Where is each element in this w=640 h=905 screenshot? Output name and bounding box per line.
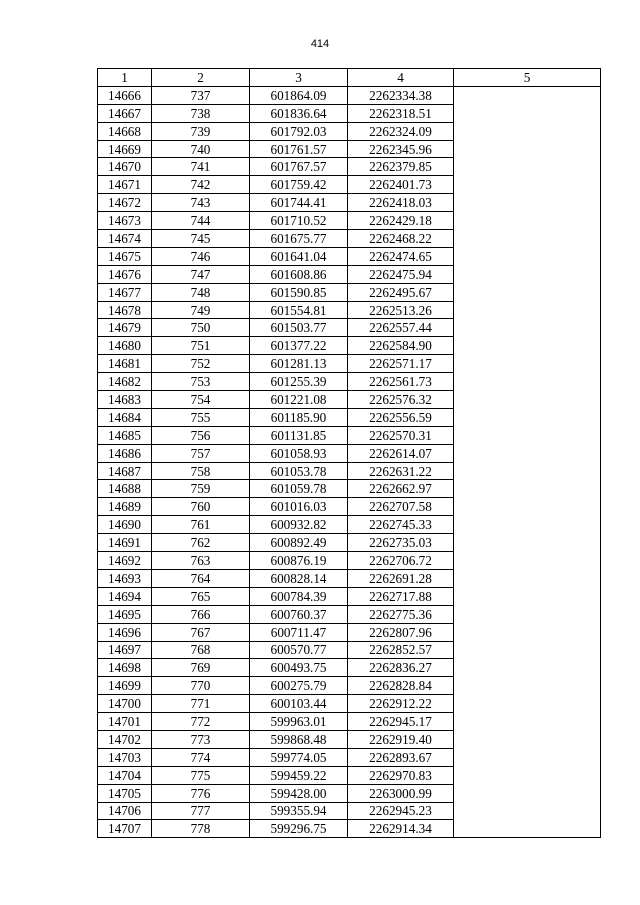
table-cell-col-3: 600892.49 bbox=[250, 534, 348, 552]
table-cell-col-2: 764 bbox=[152, 569, 250, 587]
column-header-4: 4 bbox=[348, 69, 454, 87]
table-cell-col-1: 14688 bbox=[98, 480, 152, 498]
table-cell-col-4: 2262318.51 bbox=[348, 104, 454, 122]
page-number: 414 bbox=[310, 38, 330, 50]
table-cell-col-4: 2262945.23 bbox=[348, 802, 454, 820]
table-cell-col-1: 14692 bbox=[98, 552, 152, 570]
table-cell-col-3: 601590.85 bbox=[250, 283, 348, 301]
table-cell-col-4: 2262418.03 bbox=[348, 194, 454, 212]
table-cell-col-2: 747 bbox=[152, 265, 250, 283]
table-cell-col-3: 601503.77 bbox=[250, 319, 348, 337]
table-cell-col-3: 599355.94 bbox=[250, 802, 348, 820]
table-cell-col-2: 773 bbox=[152, 730, 250, 748]
table-cell-col-4: 2262828.84 bbox=[348, 677, 454, 695]
table-cell-col-3: 600784.39 bbox=[250, 587, 348, 605]
table-cell-col-1: 14693 bbox=[98, 569, 152, 587]
table-cell-col-2: 741 bbox=[152, 158, 250, 176]
table-cell-col-4: 2262614.07 bbox=[348, 444, 454, 462]
table-cell-col-2: 770 bbox=[152, 677, 250, 695]
table-cell-col-4: 2262429.18 bbox=[348, 212, 454, 230]
table-cell-col-4: 2262914.34 bbox=[348, 820, 454, 838]
table-cell-col-3: 600275.79 bbox=[250, 677, 348, 695]
table-cell-col-3: 600876.19 bbox=[250, 552, 348, 570]
table-cell-col-4: 2262807.96 bbox=[348, 623, 454, 641]
table-cell-col-4: 2262706.72 bbox=[348, 552, 454, 570]
table-cell-col-3: 601744.41 bbox=[250, 194, 348, 212]
table-cell-col-2: 746 bbox=[152, 247, 250, 265]
table-cell-col-1: 14695 bbox=[98, 605, 152, 623]
table-cell-col-4: 2262561.73 bbox=[348, 373, 454, 391]
table-cell-col-4: 2262735.03 bbox=[348, 534, 454, 552]
table-cell-col-2: 740 bbox=[152, 140, 250, 158]
table-cell-col-3: 601554.81 bbox=[250, 301, 348, 319]
table-header-row bbox=[98, 69, 601, 87]
table-cell-col-1: 14706 bbox=[98, 802, 152, 820]
table-cell-col-4: 2263000.99 bbox=[348, 784, 454, 802]
table-cell-col-3: 601759.42 bbox=[250, 176, 348, 194]
column-header-2: 2 bbox=[152, 69, 250, 87]
table-cell-col-4: 2262401.73 bbox=[348, 176, 454, 194]
table-cell-col-3: 601675.77 bbox=[250, 230, 348, 248]
table-cell-col-2: 777 bbox=[152, 802, 250, 820]
table-cell-col-2: 768 bbox=[152, 641, 250, 659]
table-cell-col-2: 759 bbox=[152, 480, 250, 498]
table-cell-col-3: 601761.57 bbox=[250, 140, 348, 158]
table-cell-col-4: 2262495.67 bbox=[348, 283, 454, 301]
column-header-1: 1 bbox=[98, 69, 152, 87]
table-cell-col-4: 2262570.31 bbox=[348, 426, 454, 444]
table-cell-col-3: 600711.47 bbox=[250, 623, 348, 641]
table-cell-col-3: 601792.03 bbox=[250, 122, 348, 140]
column-header-3: 3 bbox=[250, 69, 348, 87]
table-cell-col-2: 766 bbox=[152, 605, 250, 623]
table-cell-col-1: 14696 bbox=[98, 623, 152, 641]
table-cell-col-3: 599428.00 bbox=[250, 784, 348, 802]
table-cell-col-2: 763 bbox=[152, 552, 250, 570]
table-cell-col-3: 601377.22 bbox=[250, 337, 348, 355]
table-cell-col-1: 14669 bbox=[98, 140, 152, 158]
table-cell-col-2: 775 bbox=[152, 766, 250, 784]
table-cell-col-2: 745 bbox=[152, 230, 250, 248]
table-cell-col-4: 2262852.57 bbox=[348, 641, 454, 659]
table-cell-col-1: 14686 bbox=[98, 444, 152, 462]
table-cell-col-1: 14672 bbox=[98, 194, 152, 212]
table-cell-col-1: 14691 bbox=[98, 534, 152, 552]
table-cell-col-3: 601016.03 bbox=[250, 498, 348, 516]
table-cell-col-3: 601641.04 bbox=[250, 247, 348, 265]
table-cell-col-3: 600103.44 bbox=[250, 695, 348, 713]
table-cell-col-2: 757 bbox=[152, 444, 250, 462]
table-cell-col-4: 2262970.83 bbox=[348, 766, 454, 784]
table-cell-col-4: 2262745.33 bbox=[348, 516, 454, 534]
table-cell-col-1: 14697 bbox=[98, 641, 152, 659]
table-cell-col-3: 599774.05 bbox=[250, 748, 348, 766]
table-cell-col-2: 751 bbox=[152, 337, 250, 355]
table-cell-col-1: 14676 bbox=[98, 265, 152, 283]
table-cell-col-1: 14673 bbox=[98, 212, 152, 230]
table-cell-col-2: 769 bbox=[152, 659, 250, 677]
table-cell-col-1: 14694 bbox=[98, 587, 152, 605]
table-cell-col-2: 749 bbox=[152, 301, 250, 319]
table-cell-col-2: 758 bbox=[152, 462, 250, 480]
table-cell-col-1: 14702 bbox=[98, 730, 152, 748]
table-cell-col-1: 14700 bbox=[98, 695, 152, 713]
table-cell-col-2: 761 bbox=[152, 516, 250, 534]
table-cell-col-1: 14684 bbox=[98, 408, 152, 426]
table-cell-col-2: 738 bbox=[152, 104, 250, 122]
table-cell-col-2: 752 bbox=[152, 355, 250, 373]
table-cell-col-4: 2262584.90 bbox=[348, 337, 454, 355]
table-cell-col-1: 14707 bbox=[98, 820, 152, 838]
table-cell-col-4: 2262576.32 bbox=[348, 391, 454, 409]
table-cell-col-1: 14667 bbox=[98, 104, 152, 122]
table-cell-col-1: 14671 bbox=[98, 176, 152, 194]
table-cell-col-4: 2262912.22 bbox=[348, 695, 454, 713]
table-cell-col-1: 14698 bbox=[98, 659, 152, 677]
table-cell-col-1: 14685 bbox=[98, 426, 152, 444]
table-cell-col-3: 601767.57 bbox=[250, 158, 348, 176]
table-cell-col-1: 14666 bbox=[98, 86, 152, 104]
table-cell-col-1: 14690 bbox=[98, 516, 152, 534]
table-cell-col-2: 744 bbox=[152, 212, 250, 230]
table-cell-col-3: 601053.78 bbox=[250, 462, 348, 480]
table-cell-col-1: 14701 bbox=[98, 713, 152, 731]
table-cell-col-2: 760 bbox=[152, 498, 250, 516]
table-cell-col-4: 2262475.94 bbox=[348, 265, 454, 283]
table-cell-col-2: 762 bbox=[152, 534, 250, 552]
table-cell-col-1: 14687 bbox=[98, 462, 152, 480]
table-cell-col-3: 601059.78 bbox=[250, 480, 348, 498]
table-cell-col-1: 14680 bbox=[98, 337, 152, 355]
table-cell-col-3: 600570.77 bbox=[250, 641, 348, 659]
table-cell-col-1: 14668 bbox=[98, 122, 152, 140]
coordinates-table bbox=[97, 68, 601, 838]
table-cell-col-3: 600493.75 bbox=[250, 659, 348, 677]
table-cell-col-2: 750 bbox=[152, 319, 250, 337]
table-cell-col-4: 2262324.09 bbox=[348, 122, 454, 140]
table-cell-col-3: 601131.85 bbox=[250, 426, 348, 444]
table-cell-col-2: 755 bbox=[152, 408, 250, 426]
table-cell-col-1: 14689 bbox=[98, 498, 152, 516]
table-cell-col-2: 754 bbox=[152, 391, 250, 409]
table-cell-col-3: 601836.64 bbox=[250, 104, 348, 122]
table-cell-col-1: 14682 bbox=[98, 373, 152, 391]
table-cell-col-3: 601864.09 bbox=[250, 86, 348, 104]
table-row bbox=[98, 86, 601, 104]
table-cell-col-4: 2262631.22 bbox=[348, 462, 454, 480]
table-cell-col-3: 600760.37 bbox=[250, 605, 348, 623]
table-cell-col-2: 756 bbox=[152, 426, 250, 444]
table-cell-col-2: 771 bbox=[152, 695, 250, 713]
table-cell-col-2: 767 bbox=[152, 623, 250, 641]
table-cell-col-3: 599868.48 bbox=[250, 730, 348, 748]
table-cell-col-2: 772 bbox=[152, 713, 250, 731]
table-cell-col-4: 2262775.36 bbox=[348, 605, 454, 623]
table-cell-col-4: 2262513.26 bbox=[348, 301, 454, 319]
table-cell-col-1: 14675 bbox=[98, 247, 152, 265]
table-cell-col-2: 776 bbox=[152, 784, 250, 802]
table-cell-col-4: 2262945.17 bbox=[348, 713, 454, 731]
table-cell-col-3: 599963.01 bbox=[250, 713, 348, 731]
table-cell-col-4: 2262919.40 bbox=[348, 730, 454, 748]
table-cell-col-2: 774 bbox=[152, 748, 250, 766]
table-cell-col-4: 2262717.88 bbox=[348, 587, 454, 605]
table-cell-col-2: 765 bbox=[152, 587, 250, 605]
table-cell-col-4: 2262334.38 bbox=[348, 86, 454, 104]
table-body bbox=[98, 86, 601, 837]
table-cell-col-2: 778 bbox=[152, 820, 250, 838]
table-cell-col-4: 2262474.65 bbox=[348, 247, 454, 265]
table-cell-col-3: 600828.14 bbox=[250, 569, 348, 587]
table-cell-col-3: 601255.39 bbox=[250, 373, 348, 391]
table-cell-col-4: 2262556.59 bbox=[348, 408, 454, 426]
table-cell-col-4: 2262345.96 bbox=[348, 140, 454, 158]
table-cell-col-3: 601221.08 bbox=[250, 391, 348, 409]
table-cell-col-1: 14679 bbox=[98, 319, 152, 337]
table-cell-col-2: 753 bbox=[152, 373, 250, 391]
table-cell-col-1: 14677 bbox=[98, 283, 152, 301]
table-cell-col-1: 14681 bbox=[98, 355, 152, 373]
table-cell-col-3: 601281.13 bbox=[250, 355, 348, 373]
table-cell-col-3: 599296.75 bbox=[250, 820, 348, 838]
table-cell-col-4: 2262571.17 bbox=[348, 355, 454, 373]
table-cell-col-3: 601058.93 bbox=[250, 444, 348, 462]
table-cell-col-2: 742 bbox=[152, 176, 250, 194]
table-cell-col-3: 600932.82 bbox=[250, 516, 348, 534]
table-cell-col-4: 2262893.67 bbox=[348, 748, 454, 766]
table-cell-col-4: 2262707.58 bbox=[348, 498, 454, 516]
table-cell-col-1: 14699 bbox=[98, 677, 152, 695]
table-cell-col-2: 737 bbox=[152, 86, 250, 104]
table-cell-col-2: 748 bbox=[152, 283, 250, 301]
table-cell-col-2: 743 bbox=[152, 194, 250, 212]
table-cell-col-1: 14683 bbox=[98, 391, 152, 409]
table-cell-col-5 bbox=[454, 86, 601, 837]
table-cell-col-4: 2262836.27 bbox=[348, 659, 454, 677]
table-cell-col-3: 599459.22 bbox=[250, 766, 348, 784]
column-header-5: 5 bbox=[454, 69, 601, 87]
table-cell-col-3: 601710.52 bbox=[250, 212, 348, 230]
table-cell-col-3: 601185.90 bbox=[250, 408, 348, 426]
table-cell-col-3: 601608.86 bbox=[250, 265, 348, 283]
table-cell-col-4: 2262379.85 bbox=[348, 158, 454, 176]
table-cell-col-4: 2262557.44 bbox=[348, 319, 454, 337]
table-cell-col-1: 14703 bbox=[98, 748, 152, 766]
table-cell-col-4: 2262468.22 bbox=[348, 230, 454, 248]
table-cell-col-1: 14704 bbox=[98, 766, 152, 784]
table-cell-col-1: 14674 bbox=[98, 230, 152, 248]
table-cell-col-4: 2262662.97 bbox=[348, 480, 454, 498]
table-cell-col-1: 14705 bbox=[98, 784, 152, 802]
table-cell-col-1: 14670 bbox=[98, 158, 152, 176]
table-cell-col-2: 739 bbox=[152, 122, 250, 140]
table-cell-col-1: 14678 bbox=[98, 301, 152, 319]
table-cell-col-4: 2262691.28 bbox=[348, 569, 454, 587]
